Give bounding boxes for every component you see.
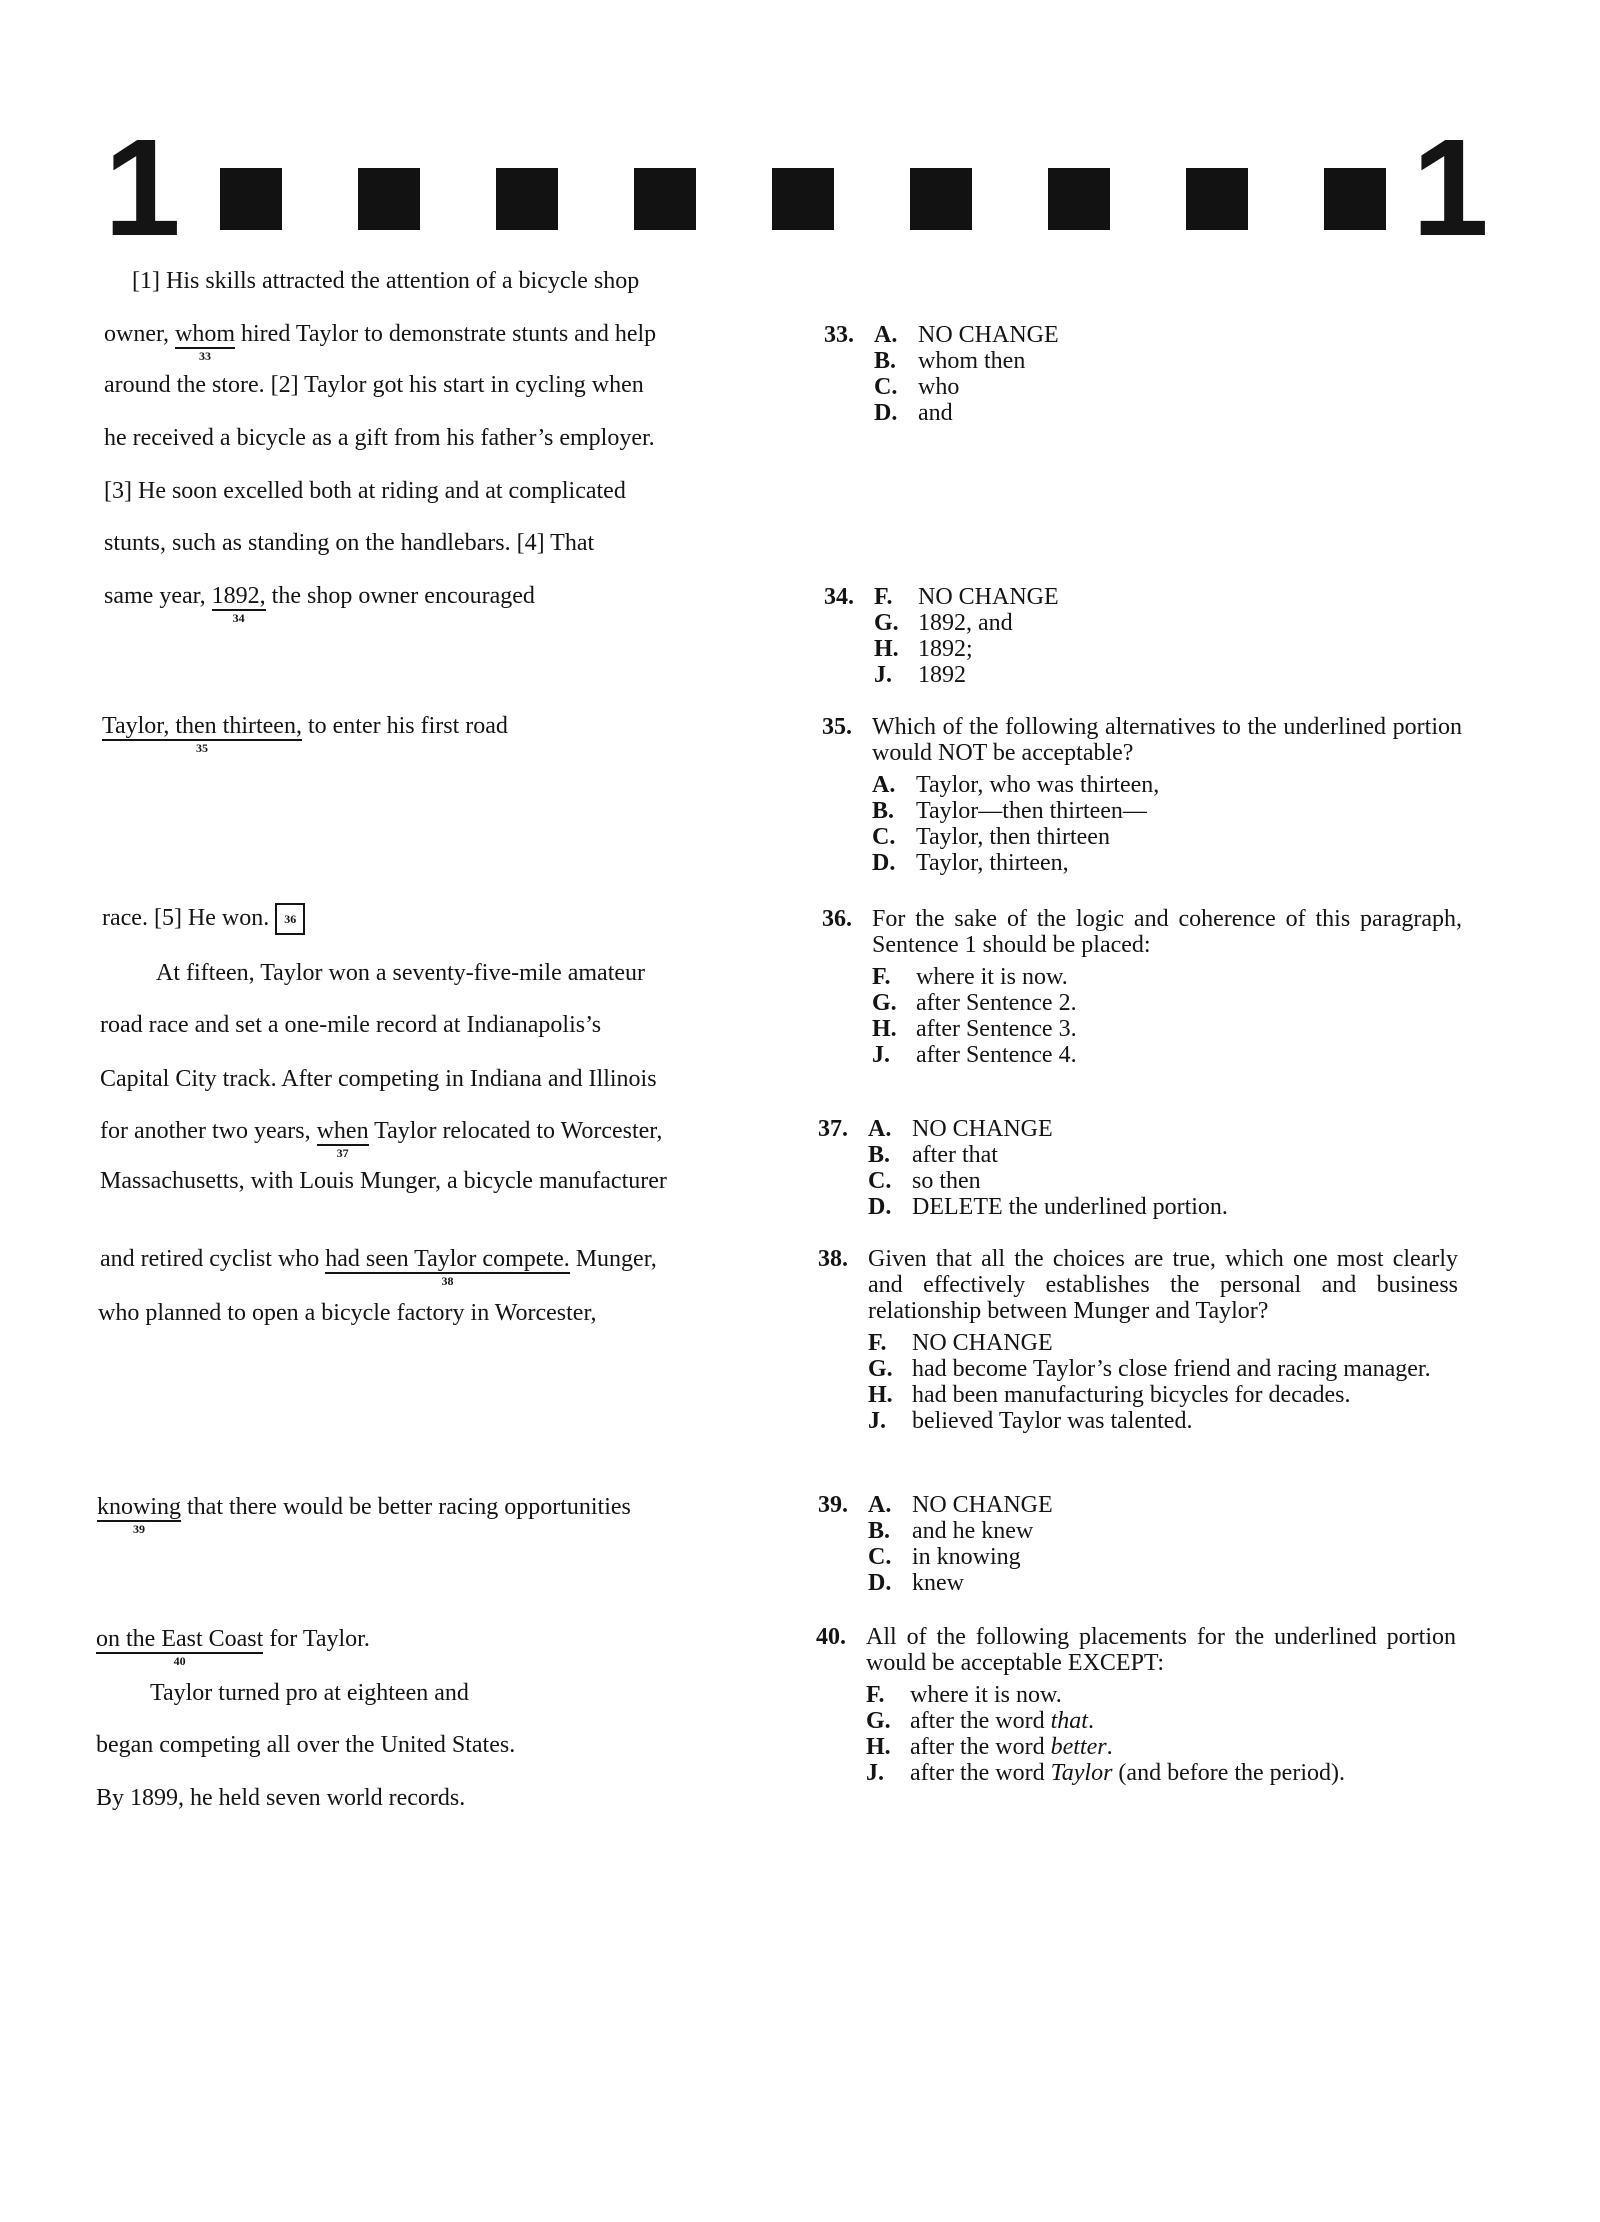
- answer-option[interactable]: A. Taylor, who was thirteen,: [872, 772, 1160, 798]
- passage-line: [1] His skills attracted the attention of a bicycle shop: [132, 268, 640, 294]
- item-number-39: 39: [133, 1522, 145, 1536]
- header-square: [496, 168, 558, 230]
- passage-line: began competing all over the United States.: [96, 1732, 516, 1758]
- question-38: [818, 1246, 1458, 1434]
- underlined-portion-38: had seen Taylor compete. 38: [325, 1246, 570, 1288]
- header-square: [634, 168, 696, 230]
- underlined-portion-33: whom 33: [175, 321, 236, 363]
- answer-option[interactable]: H. 1892;: [874, 636, 973, 662]
- answer-option[interactable]: H. after the word better.: [866, 1734, 1113, 1760]
- item-number-38: 38: [441, 1274, 454, 1288]
- question-stem: All of the following placements for the underlined portion would be acceptable EXCEPT:: [866, 1624, 1456, 1676]
- passage-line: [3] He soon excelled both at riding and at complicated: [104, 478, 626, 504]
- item-number-37: 37: [336, 1146, 349, 1160]
- underlined-portion-34: 1892, 34: [211, 583, 266, 625]
- question-stem: Which of the following alternatives to the underlined portion would NOT be acceptable?: [872, 714, 1462, 766]
- answer-option[interactable]: C. Taylor, then thirteen: [872, 824, 1110, 850]
- answer-option[interactable]: D. DELETE the underlined portion.: [868, 1194, 1228, 1220]
- answer-option[interactable]: A. NO CHANGE: [868, 1492, 1053, 1518]
- answer-option[interactable]: G. had become Taylor’s close friend and racing manager.: [868, 1356, 1431, 1382]
- answer-option[interactable]: D. and: [874, 400, 953, 426]
- item-number-40: 40: [173, 1654, 186, 1668]
- passage-line: Taylor turned pro at eighteen and: [150, 1680, 469, 1706]
- section-number-left: 1: [104, 111, 181, 265]
- header-square: [1324, 168, 1386, 230]
- header-square: [772, 168, 834, 230]
- item-number-34: 34: [232, 611, 245, 625]
- answer-option[interactable]: F. NO CHANGE: [874, 584, 1059, 610]
- answer-option[interactable]: D. Taylor, thirteen,: [872, 850, 1069, 876]
- question-40: [816, 1624, 1456, 1786]
- question-39: [818, 1492, 1458, 1596]
- answer-option[interactable]: G. after Sentence 2.: [872, 990, 1077, 1016]
- passage-line: Taylor, then thirteen, 35 to enter his first road: [102, 713, 508, 755]
- answer-option[interactable]: B. Taylor—then thirteen—: [872, 798, 1147, 824]
- passage-line: stunts, such as standing on the handlebars. [4] That: [104, 530, 595, 556]
- answer-option[interactable]: J. after Sentence 4.: [872, 1042, 1077, 1068]
- underlined-portion-40: on the East Coast 40: [96, 1626, 264, 1668]
- answer-option[interactable]: J. believed Taylor was talented.: [868, 1408, 1193, 1434]
- passage-line: knowing 39 that there would be better racing opportunities: [97, 1494, 631, 1536]
- passage-line: who planned to open a bicycle factory in Worcester,: [98, 1300, 597, 1326]
- question-number: 36.: [822, 906, 852, 932]
- underlined-portion-39: knowing 39: [97, 1494, 181, 1536]
- passage-line: same year, 1892, 34 the shop owner encouraged: [104, 583, 535, 625]
- header-square: [1048, 168, 1110, 230]
- passage-line: and retired cyclist who had seen Taylor compete. 38 Munger,: [100, 1246, 657, 1288]
- answer-option[interactable]: C. who: [874, 374, 960, 400]
- answer-option[interactable]: C. so then: [868, 1168, 981, 1194]
- question-35: [822, 714, 1462, 876]
- question-number: 37.: [818, 1116, 848, 1142]
- answer-option[interactable]: A. NO CHANGE: [874, 322, 1059, 348]
- header-square: [1186, 168, 1248, 230]
- underlined-portion-35: Taylor, then thirteen, 35: [102, 713, 302, 755]
- question-33: [824, 322, 1464, 426]
- answer-option[interactable]: B. after that: [868, 1142, 998, 1168]
- question-36: [822, 906, 1462, 1068]
- question-number: 35.: [822, 714, 852, 740]
- question-37: [818, 1116, 1458, 1220]
- boxed-item-number-36: 36: [275, 903, 305, 935]
- answer-option[interactable]: G. after the word that.: [866, 1708, 1094, 1734]
- passage-line: At fifteen, Taylor won a seventy-five-mile amateur: [156, 960, 646, 986]
- header-square: [358, 168, 420, 230]
- passage-line: for another two years, when 37 Taylor relocated to Worcester,: [100, 1118, 663, 1160]
- passage-line: Massachusetts, with Louis Munger, a bicycle manufacturer: [100, 1168, 667, 1194]
- passage-line: on the East Coast 40 for Taylor.: [96, 1626, 370, 1668]
- question-number: 33.: [824, 322, 854, 348]
- header-square: [220, 168, 282, 230]
- answer-option[interactable]: G. 1892, and: [874, 610, 1013, 636]
- question-number: 40.: [816, 1624, 846, 1650]
- answer-option[interactable]: J. 1892: [874, 662, 966, 688]
- answer-option[interactable]: D. knew: [868, 1570, 964, 1596]
- underlined-portion-37: when 37: [316, 1118, 369, 1160]
- question-stem: Given that all the choices are true, which one most clearly and effectively establishes the personal and business relationship between Munger and Taylor?: [868, 1246, 1458, 1324]
- answer-option[interactable]: A. NO CHANGE: [868, 1116, 1053, 1142]
- answer-option[interactable]: B. whom then: [874, 348, 1026, 374]
- passage-line: Capital City track. After competing in Indiana and Illinois: [100, 1066, 657, 1092]
- question-number: 39.: [818, 1492, 848, 1518]
- passage-line: he received a bicycle as a gift from his father’s employer.: [104, 425, 655, 451]
- section-number-right: 1: [1412, 111, 1489, 265]
- question-34: [824, 584, 1464, 688]
- answer-option[interactable]: C. in knowing: [868, 1544, 1021, 1570]
- passage-line: around the store. [2] Taylor got his start in cycling when: [104, 372, 644, 398]
- passage-line: race. [5] He won. 36: [102, 903, 305, 935]
- passage-line: road race and set a one-mile record at Indianapolis’s: [100, 1012, 602, 1038]
- question-stem: For the sake of the logic and coherence of this paragraph, Sentence 1 should be placed:: [872, 906, 1462, 958]
- answer-option[interactable]: H. had been manufacturing bicycles for decades.: [868, 1382, 1351, 1408]
- answer-option[interactable]: H. after Sentence 3.: [872, 1016, 1077, 1042]
- header-square: [910, 168, 972, 230]
- answer-option[interactable]: F. where it is now.: [872, 964, 1068, 990]
- item-number-35: 35: [195, 741, 208, 755]
- question-number: 34.: [824, 584, 854, 610]
- question-number: 38.: [818, 1246, 848, 1272]
- answer-option[interactable]: J. after the word Taylor (and before the period).: [866, 1760, 1345, 1786]
- answer-option[interactable]: F. NO CHANGE: [868, 1330, 1053, 1356]
- passage-line: By 1899, he held seven world records.: [96, 1785, 466, 1811]
- answer-option[interactable]: F. where it is now.: [866, 1682, 1062, 1708]
- item-number-33: 33: [199, 349, 212, 363]
- passage-line: owner, whom 33 hired Taylor to demonstrate stunts and help: [104, 321, 657, 363]
- answer-option[interactable]: B. and he knew: [868, 1518, 1034, 1544]
